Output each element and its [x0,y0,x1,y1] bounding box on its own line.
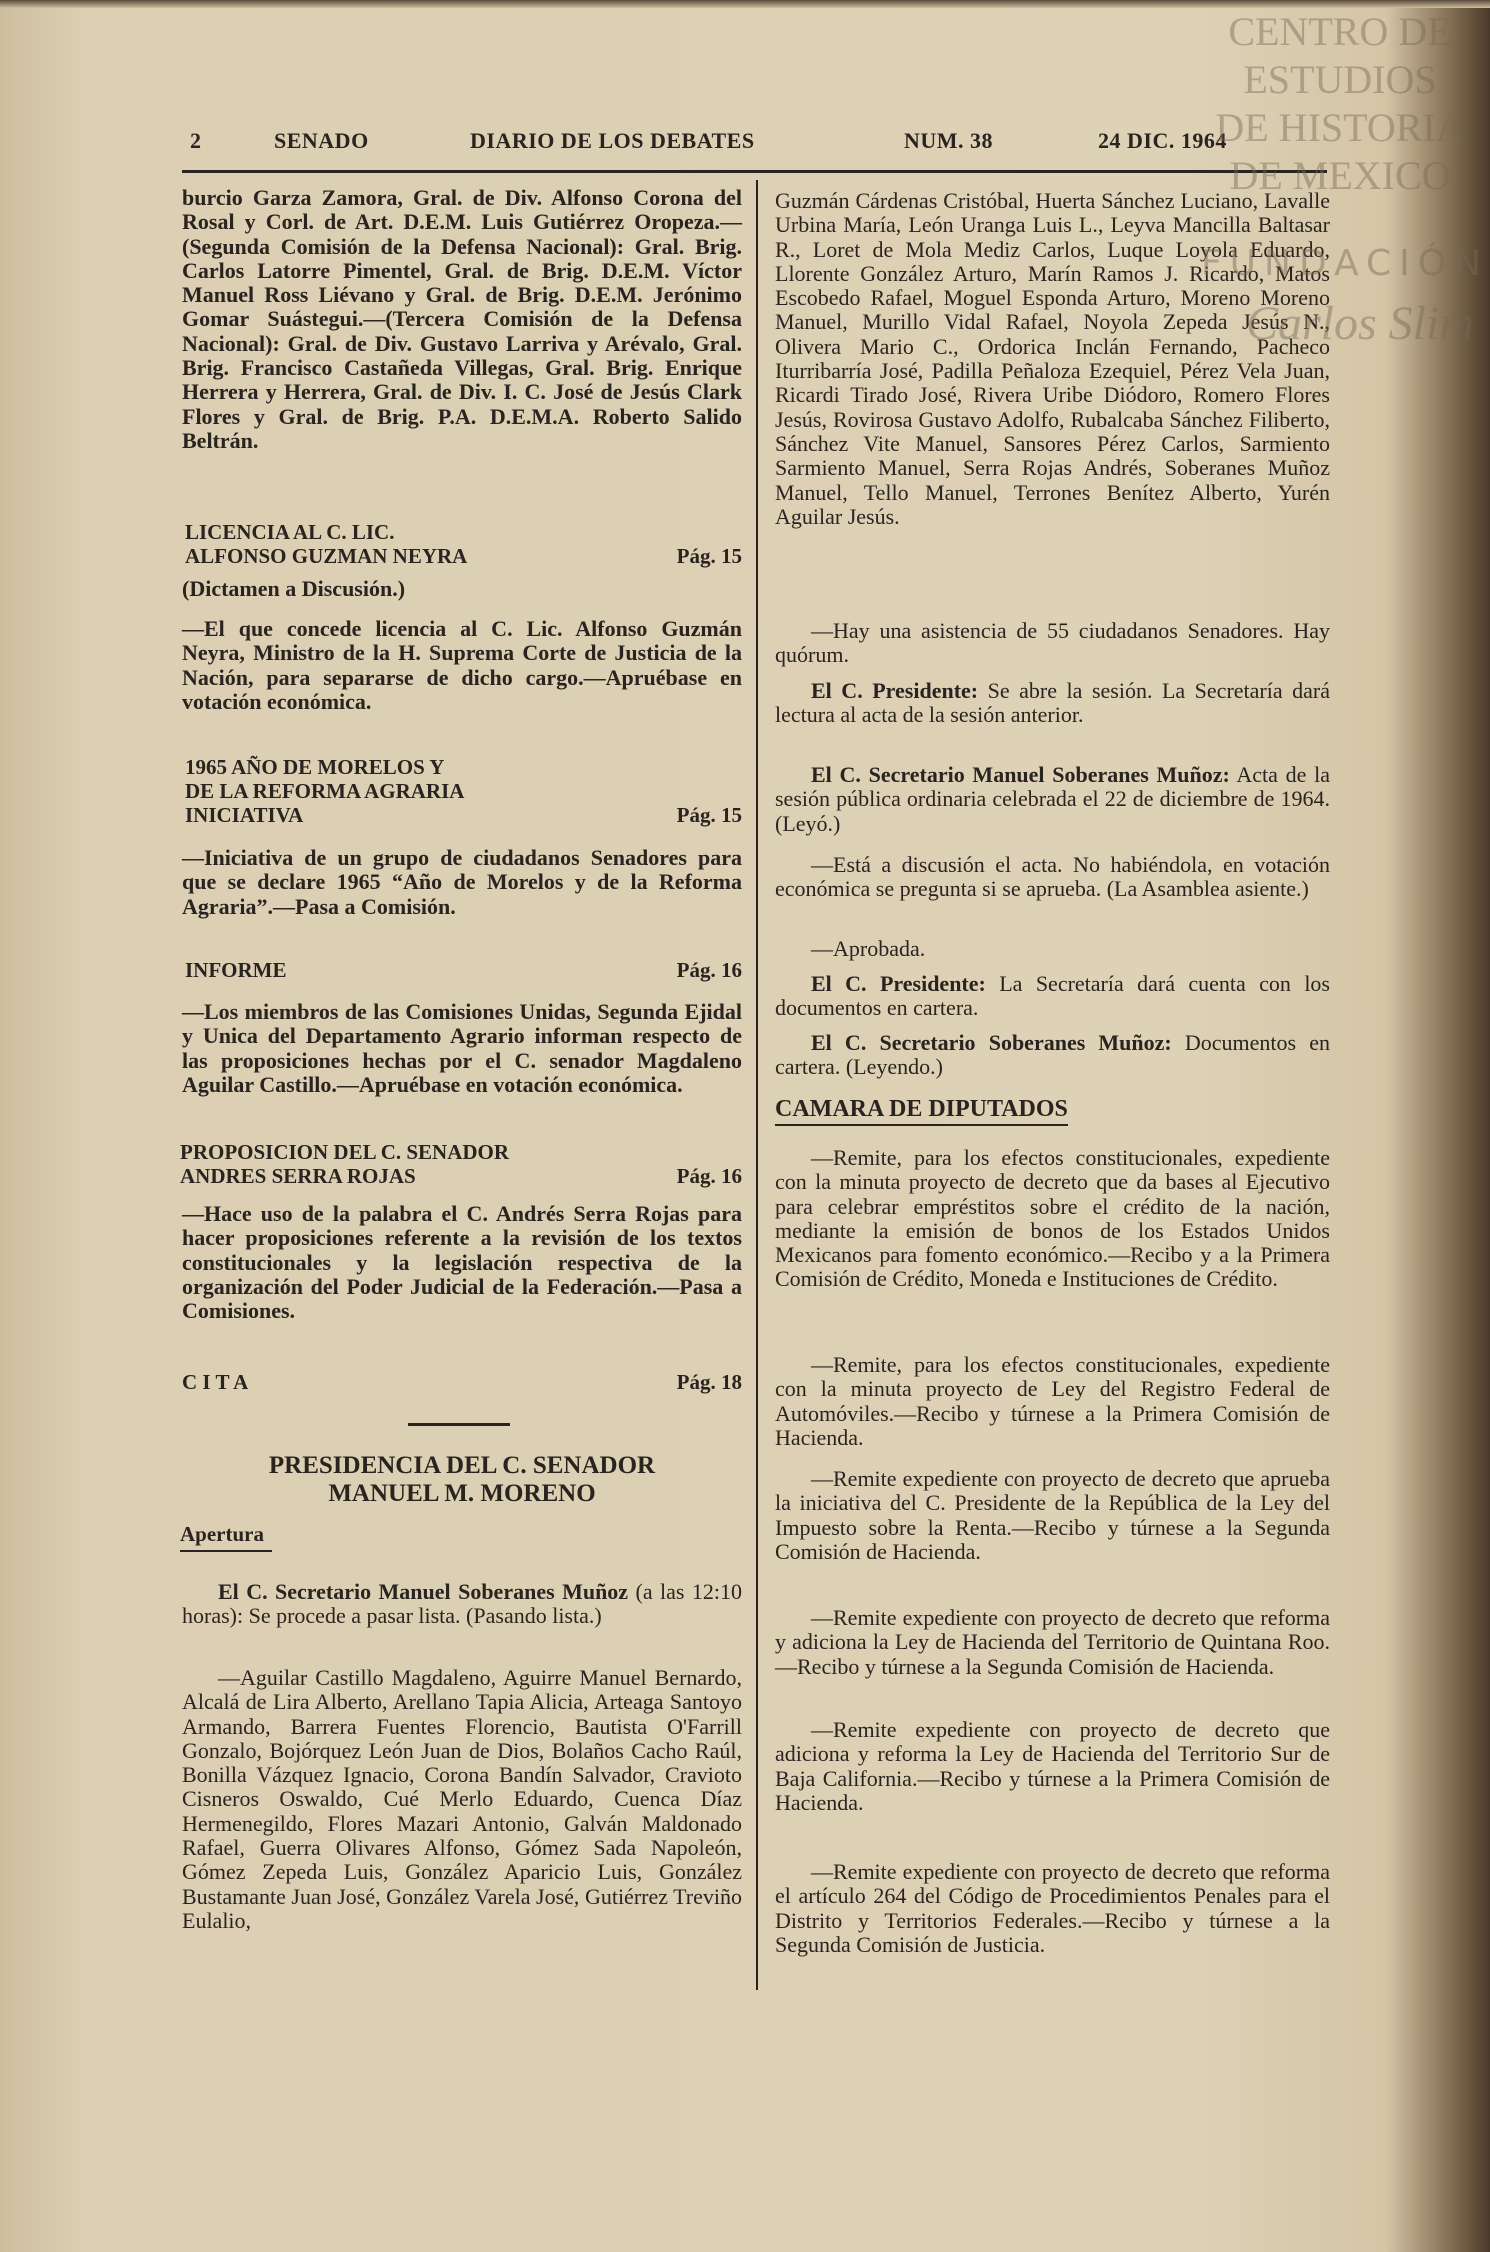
heading-line: PROPOSICION DEL C. SENADOR [180,1140,510,1164]
president-statement [775,679,1330,728]
heading-line: C I T A [182,1370,249,1394]
section-subtitle: (Dictamen a Discusión.) [182,576,406,601]
licencia-summary: —El que concede licencia al C. Lic. Alfonso Guzmán Neyra, Ministro de la H. Suprema Corte de Justicia de la Nación, para separarse de dicho cargo.—Apruébase en votación económica. [182,616,742,714]
roll-call-intro [182,1580,742,1629]
roll-call-list-continued: Guzmán Cárdenas Cristóbal, Huerta Sánchez Luciano, Lavalle Urbina María, León Uranga Luis L., Leyva Mancilla Baltasar R., Loret de Mola Mediz Carlos, Luque Loyola Eduardo, Llorente González Arturo, Marín Ramos J. Ricardo, Matos Escobedo Rafael, Moguel Esponda Arturo, Moreno Moreno Manuel, Murillo Vidal Rafael, Noyola Zepeda Jesús N., Olivera Mario C., Ordorica Inclán Fernando, Pacheco Iturribarría José, Padilla Peñaloza Ezequiel, Pérez Vela Juan, Ricardi Tirado José, Rivera Uribe Diódoro, Romero Flores Jesús, Rovirosa Gustavo Adolfo, Rubalcaba Sánchez Filiberto, Sánchez Vite Manuel, Sansores Pérez Carlos, Sarmiento Sarmiento Manuel, Serra Rojas Andrés, Soberanes Muñoz Manuel, Tello Manuel, Terrones Benítez Alberto, Yurén Aguilar Jesús. [775,188,1330,529]
heading-line: ANDRES SERRA ROJAS [180,1164,416,1188]
page-reference: Pág. 15 [676,544,742,568]
camara-item: —Remite, para los efectos constitucionales, expediente con la minuta proyecto de decreto que da bases al Ejecutivo para celebrar empréstitos sobre el crédito de la nación, mediante la emisión de bonos de los Estados Unidos Mexicanos para fomento económico.—Recibo y a la Primera Comisión de Crédito, Moneda e Instituciones de Crédito. [775,1145,1330,1292]
discussion-statement: —Está a discusión el acta. No habiéndola, en votación económica se pregunta si se aprueba. (La Asamblea asiente.) [775,852,1330,902]
heading-line: PRESIDENCIA DEL C. SENADOR [268,1452,656,1479]
speech-text: (a las 12:10 horas): Se procede a pasar lista. (Pasando lista.) [182,1579,742,1629]
issue-date: 24 DIC. 1964 [1098,128,1227,153]
speaker-name: El C. Secretario Manuel Soberanes Muñoz [218,1579,629,1604]
heading-line: INICIATIVA [185,803,304,827]
presidency-heading [182,1452,742,1508]
camara-item: —Remite expediente con proyecto de decreto que adiciona y reforma la Ley de Hacienda del Territorio Sur de Baja California.—Recibo y túrnese a la Primera Comisión de Hacienda. [775,1717,1330,1815]
camara-heading: CAMARA DE DIPUTADOS [775,1097,1068,1126]
chamber-label: SENADO [274,128,369,153]
heading-line: INFORME [185,958,287,982]
page-number: 2 [190,128,202,153]
approved-statement: —Aprobada. [811,936,926,961]
committee-list-paragraph: burcio Garza Zamora, Gral. de Div. Alfonso Corona del Rosal y Corl. de Art. D.E.M. Luis Gutiérrez Oropeza.—(Segunda Comisión de la Defensa Nacional): Gral. Brig. Carlos Latorre Pimentel, Gral. de Brig. D.E.M. Víctor Manuel Ross Liévano y Gral. de Brig. D.E.M. Jerónimo Gomar Suástegui.—(Tercera Comisión de la Defensa Nacional): Gral. de Div. Gustavo Larriva y Arévalo, Gral. Brig. Francisco Castañeda Villegas, Gral. Brig. Enrique Herrera y Herrera, Gral. de Div. I. C. José de Jesús Clark Flores y Gral. de Brig. P.A. D.E.M.A. Roberto Salido Beltrán. [182,185,742,453]
speech-text: Acta de la sesión pública ordinaria celebrada el 22 de diciembre de 1964. (Leyó.) [775,762,1330,836]
heading-line: DE LA REFORMA AGRARIA [185,779,465,803]
informe-summary: —Los miembros de las Comisiones Unidas, Segunda Ejidal y Unica del Departamento Agrario informan respecto de las proposiciones hechas por el C. senador Magdaleno Aguilar Castillo.—Apruébase en votación económica. [182,999,742,1097]
column-divider [756,180,758,1990]
watermark-institution: CENTRO DE ESTUDIOS DE HISTORIA DE MEXICO [1215,9,1465,198]
section-heading-licencia [185,520,742,568]
camara-item: —Remite, para los efectos constitucionales, expediente con la minuta proyecto de Ley del Registro Federal de Automóviles.—Recibo y túrnese a la Primera Comisión de Hacienda. [775,1352,1330,1450]
secretary-statement [775,763,1330,836]
camara-item: —Remite expediente con proyecto de decreto que aprueba la iniciativa del C. Presidente de la República de la Ley del Impuesto sobre la Renta.—Recibo y túrnese a la Segunda Comisión de Hacienda. [775,1466,1330,1564]
heading-line: 1965 AÑO DE MORELOS Y [185,755,445,779]
speaker-name: El C. Secretario Soberanes Muñoz: [811,1030,1172,1055]
page-edge [0,0,1490,8]
watermark-signature: Carlos Slim [1245,297,1475,350]
heading-line: LICENCIA AL C. LIC. [185,520,395,544]
page-reference: Pág. 16 [676,958,742,982]
watermark-foundation: FUNDACIÓN [1200,243,1490,284]
quorum-statement: —Hay una asistencia de 55 ciudadanos Senadores. Hay quórum. [775,618,1330,668]
heading-line: MANUEL M. MORENO [328,1480,596,1507]
section-heading-informe [185,958,742,982]
page-reference: Pág. 18 [676,1370,742,1394]
speaker-name: El C. Presidente: [811,678,979,703]
page-reference: Pág. 16 [676,1164,742,1188]
section-heading-proposicion [180,1140,742,1188]
president-statement-2 [775,972,1330,1021]
camara-item: —Remite expediente con proyecto de decreto que reforma y adiciona la Ley de Hacienda del Territorio de Quintana Roo.—Recibo y túrnese a la Segunda Comisión de Hacienda. [775,1605,1330,1679]
speech-text: Documentos en cartera. (Leyendo.) [775,1030,1330,1080]
section-rule [408,1423,510,1426]
issue-number: NUM. 38 [904,128,994,153]
roll-call-list: —Aguilar Castillo Magdaleno, Aguirre Manuel Bernardo, Alcalá de Lira Alberto, Arellano Tapia Alicia, Arteaga Santoyo Armando, Barrera Fuentes Florencio, Bautista O'Farrill Gonzalo, Bojórquez León Juan de Dios, Bolaños Cacho Raúl, Bonilla Vázquez Ignacio, Corona Bandín Salvador, Cravioto Cisneros Oswaldo, Cué Merlo Eduardo, Cuenca Díaz Hermenegildo, Flores Mazari Antonio, Galván Maldonado Rafael, Guerra Olivares Alfonso, Gómez Sada Napoleón, Gómez Zepeda Luis, González Aparicio Luis, González Bustamante Juan José, González Varela José, Gutiérrez Treviño Eulalio, [182,1665,742,1933]
proposicion-summary: —Hace uso de la palabra el C. Andrés Serra Rojas para hacer proposiciones referente a la revisión de los textos constitucionales y la legislación respectiva de la organización del Poder Judicial de la Federación.—Pasa a Comisiones. [182,1201,742,1324]
header-rule [182,170,1327,173]
morelos-summary: —Iniciativa de un grupo de ciudadanos Senadores para que se declare 1965 “Año de Morelos y de la Reforma Agraria”.—Pasa a Comisión. [182,845,742,919]
speech-text: La Secretaría dará cuenta con los documentos en cartera. [775,971,1330,1021]
speech-text: Se abre la sesión. La Secretaría dará lectura al acta de la sesión anterior. [775,678,1330,728]
section-heading-morelos [185,755,742,827]
section-heading-cita [182,1370,742,1394]
secretary-statement-2 [775,1031,1330,1080]
camara-item: —Remite expediente con proyecto de decreto que reforma el artículo 264 del Código de Procedimientos Penales para el Distrito y Territorios Federales.—Recibo y túrnese a la Segunda Comisión de Justicia. [775,1859,1330,1957]
apertura-heading: Apertura [180,1522,272,1552]
heading-line: ALFONSO GUZMAN NEYRA [185,544,468,568]
speaker-name: El C. Presidente: [811,971,986,996]
publication-title: DIARIO DE LOS DEBATES [470,128,755,153]
speaker-name: El C. Secretario Manuel Soberanes Muñoz: [811,762,1230,787]
page-reference: Pág. 15 [676,803,742,827]
